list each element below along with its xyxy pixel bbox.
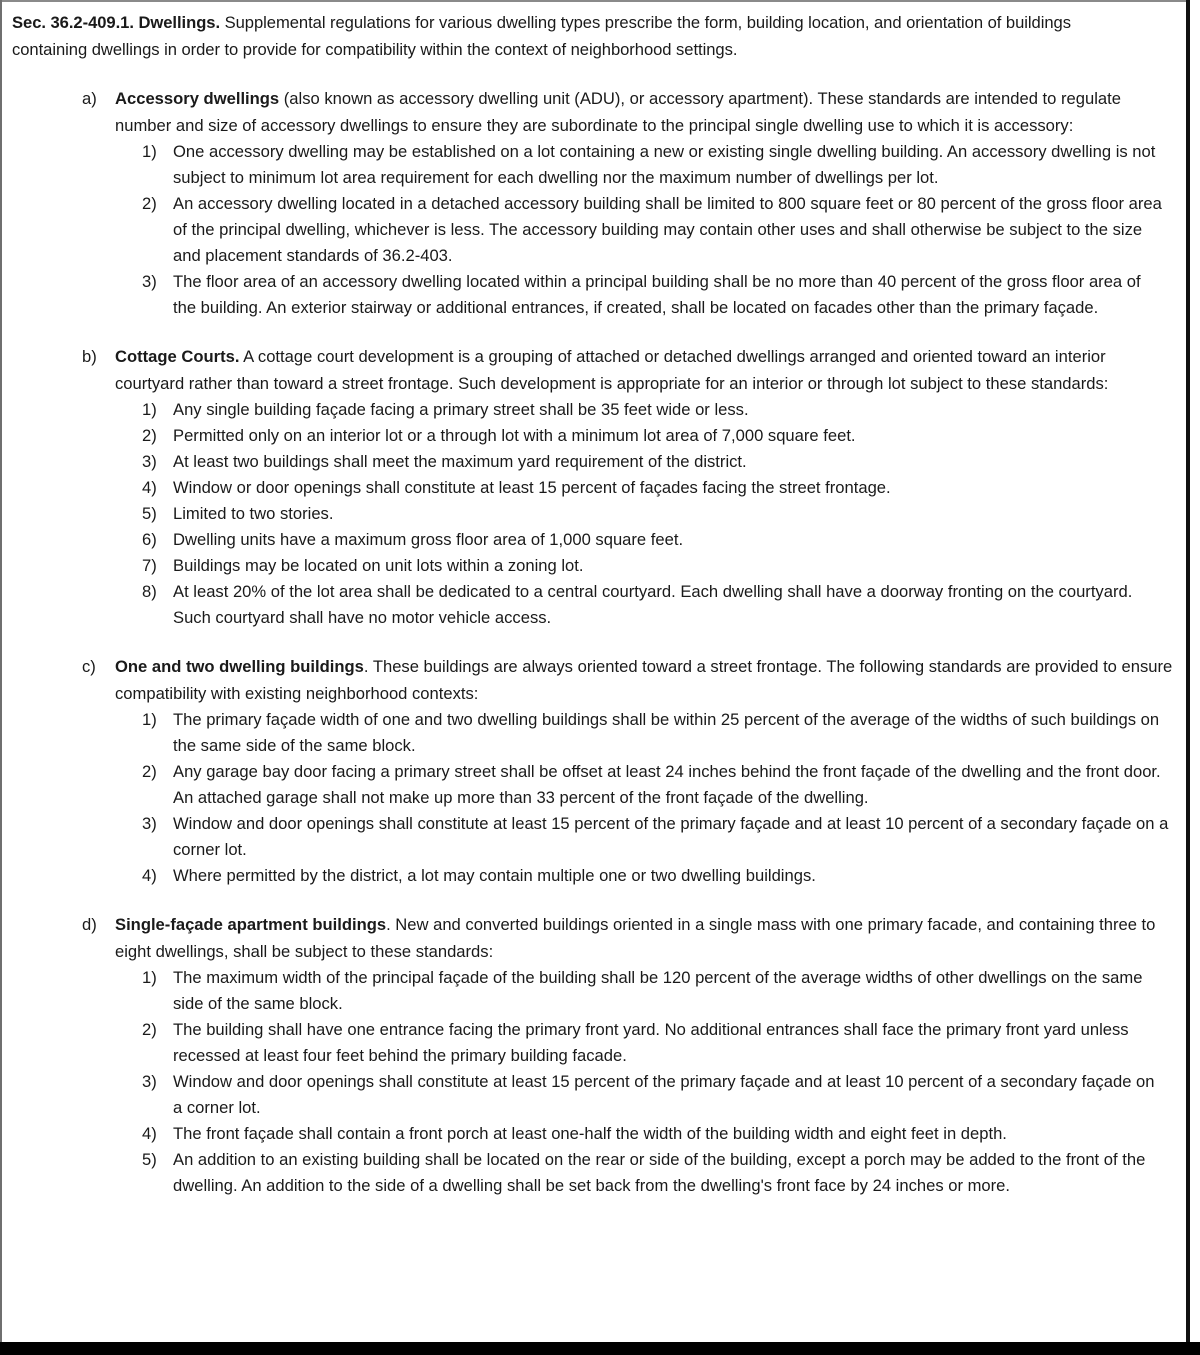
item-marker: 2) [142, 1020, 157, 1039]
item-marker: 4) [142, 866, 157, 885]
item-marker: 2) [142, 762, 157, 781]
item-marker: 2) [142, 194, 157, 213]
subsection-a-standards [115, 139, 1174, 321]
list-item [115, 191, 1174, 269]
subsection-d-heading [115, 911, 1174, 965]
subsection-a-heading [115, 85, 1174, 139]
item-text: Window and door openings shall constitute at least 15 percent of the primary façade and at least 10 percent of a secondary façade on a corner lot. [173, 1072, 1155, 1117]
item-marker: 3) [142, 272, 157, 291]
item-text: The primary façade width of one and two dwelling buildings shall be within 25 percent of the average of the widths of such buildings on the same side of the same block. [173, 710, 1160, 755]
subsection-d-standards [115, 965, 1174, 1199]
item-text: The front façade shall contain a front porch at least one-half the width of the building width and eight feet in depth. [173, 1124, 1007, 1143]
item-text: An accessory dwelling located in a detached accessory building shall be limited to 800 square feet or 80 percent of the gross floor area of the principal dwelling, whichever is less. The accessory building may contain other uses and shall otherwise be subject to the size and placement standards of 36.2-403. [173, 194, 1162, 265]
item-marker: 4) [142, 478, 157, 497]
subsection-d-description: . New and converted buildings oriented in a single mass with one primary facade, and containing three to eight dwellings, shall be subject to these standards: [115, 915, 1156, 961]
subsection-marker-a: a) [82, 89, 97, 108]
page-border-right [1186, 0, 1190, 1342]
subsection-c-title: One and two dwelling buildings [115, 657, 364, 676]
item-text: Dwelling units have a maximum gross floor area of 1,000 square feet. [173, 530, 684, 549]
item-text: At least two buildings shall meet the maximum yard requirement of the district. [173, 452, 747, 471]
item-marker: 3) [142, 1072, 157, 1091]
item-text: One accessory dwelling may be established on a lot containing a new or existing single dwelling building. An accessory dwelling is not subject to minimum lot area requirement for each dwelling nor the maximum number of dwellings per lot. [173, 142, 1156, 187]
item-marker: 3) [142, 452, 157, 471]
item-text: Any garage bay door facing a primary street shall be offset at least 24 inches behind the front façade of the dwelling and the front door. An attached garage shall not make up more than 33 percent of the front façade of the dwelling. [173, 762, 1161, 807]
item-text: At least 20% of the lot area shall be dedicated to a central courtyard. Each dwelling shall have a doorway fronting on the courtyard. Such courtyard shall have no motor vehicle access. [173, 582, 1133, 627]
item-text: Window or door openings shall constitute at least 15 percent of façades facing the street frontage. [173, 478, 891, 497]
item-marker: 5) [142, 504, 157, 523]
subsection-a-title: Accessory dwellings [115, 89, 280, 108]
list-item [115, 1069, 1174, 1121]
list-item [115, 863, 1174, 889]
list-item [115, 139, 1174, 191]
item-marker: 8) [142, 582, 157, 601]
item-marker: 4) [142, 1124, 157, 1143]
list-item [115, 707, 1174, 759]
list-item [115, 1017, 1174, 1069]
item-marker: 6) [142, 530, 157, 549]
list-item [115, 553, 1174, 579]
item-text: Any single building façade facing a primary street shall be 35 feet wide or less. [173, 400, 749, 419]
list-item [115, 527, 1174, 553]
item-text: Where permitted by the district, a lot may contain multiple one or two dwelling buildings. [173, 866, 816, 885]
subsection-marker-d: d) [82, 915, 97, 934]
subsection-b-heading [115, 343, 1174, 397]
item-marker: 1) [142, 968, 157, 987]
section-number-title: Sec. 36.2-409.1. Dwellings. [12, 13, 221, 32]
list-item [115, 759, 1174, 811]
list-item [115, 501, 1174, 527]
subsection-cottage-courts [12, 343, 1174, 631]
subsection-a-description: (also known as accessory dwelling unit (ADU), or accessory apartment). These standards are intended to regulate number and size of accessory dwellings to ensure they are subordinate to the principal single dwelling use to which it is accessory: [115, 89, 1121, 135]
subsection-b-standards [115, 397, 1174, 631]
list-item [115, 269, 1174, 321]
subsection-c-standards [115, 707, 1174, 889]
list-item [115, 449, 1174, 475]
item-marker: 3) [142, 814, 157, 833]
item-marker: 1) [142, 400, 157, 419]
item-text: The floor area of an accessory dwelling located within a principal building shall be no more than 40 percent of the gross floor area of the building. An exterior stairway or additional entrances, if created, shall be located on facades other than the primary façade. [173, 272, 1141, 317]
list-item [115, 1121, 1174, 1147]
item-marker: 1) [142, 710, 157, 729]
item-marker: 7) [142, 556, 157, 575]
item-text: Limited to two stories. [173, 504, 334, 523]
subsection-b-description: A cottage court development is a grouping of attached or detached dwellings arranged and oriented toward an interior courtyard rather than toward a street frontage. Such development is appropriate for an interior or through lot subject to these standards: [115, 347, 1109, 393]
item-text: An addition to an existing building shall be located on the rear or side of the building, except a porch may be added to the front of the dwelling. An addition to the side of a dwelling shall be set back from the dwelling's front face by 24 inches or more. [173, 1150, 1146, 1195]
item-text: Buildings may be located on unit lots within a zoning lot. [173, 556, 584, 575]
item-marker: 5) [142, 1150, 157, 1169]
list-item [115, 811, 1174, 863]
subsection-marker-c: c) [82, 657, 96, 676]
page-border-bottom [0, 1342, 1200, 1355]
subsection-c-heading [115, 653, 1174, 707]
list-item [115, 397, 1174, 423]
subsection-single-facade-apartment-buildings [12, 911, 1174, 1199]
section-intro-text: Supplemental regulations for various dwelling types prescribe the form, building location, and orientation of buildings containing dwellings in order to provide for compatibility within the context of neighborhood settings. [12, 13, 1071, 59]
list-item [115, 1147, 1174, 1199]
list-item [115, 965, 1174, 1017]
subsection-c-description: . These buildings are always oriented toward a street frontage. The following standards are provided to ensure compatibility with existing neighborhood contexts: [115, 657, 1173, 703]
list-item [115, 475, 1174, 501]
item-marker: 2) [142, 426, 157, 445]
list-item [115, 423, 1174, 449]
subsection-marker-b: b) [82, 347, 97, 366]
item-text: The building shall have one entrance facing the primary front yard. No additional entrances shall face the primary front yard unless recessed at least four feet behind the primary building facade. [173, 1020, 1129, 1065]
item-text: Window and door openings shall constitute at least 15 percent of the primary façade and at least 10 percent of a secondary façade on a corner lot. [173, 814, 1169, 859]
section-heading-paragraph [12, 9, 1174, 63]
subsection-list [12, 85, 1174, 1199]
list-item [115, 579, 1174, 631]
item-text: The maximum width of the principal façade of the building shall be 120 percent of the average widths of other dwellings on the same side of the same block. [173, 968, 1143, 1013]
subsection-one-and-two-dwelling-buildings [12, 653, 1174, 889]
subsection-d-title: Single-façade apartment buildings [115, 915, 387, 934]
subsection-accessory-dwellings [12, 85, 1174, 321]
subsection-b-title: Cottage Courts. [115, 347, 240, 366]
item-marker: 1) [142, 142, 157, 161]
item-text: Permitted only on an interior lot or a through lot with a minimum lot area of 7,000 square feet. [173, 426, 856, 445]
